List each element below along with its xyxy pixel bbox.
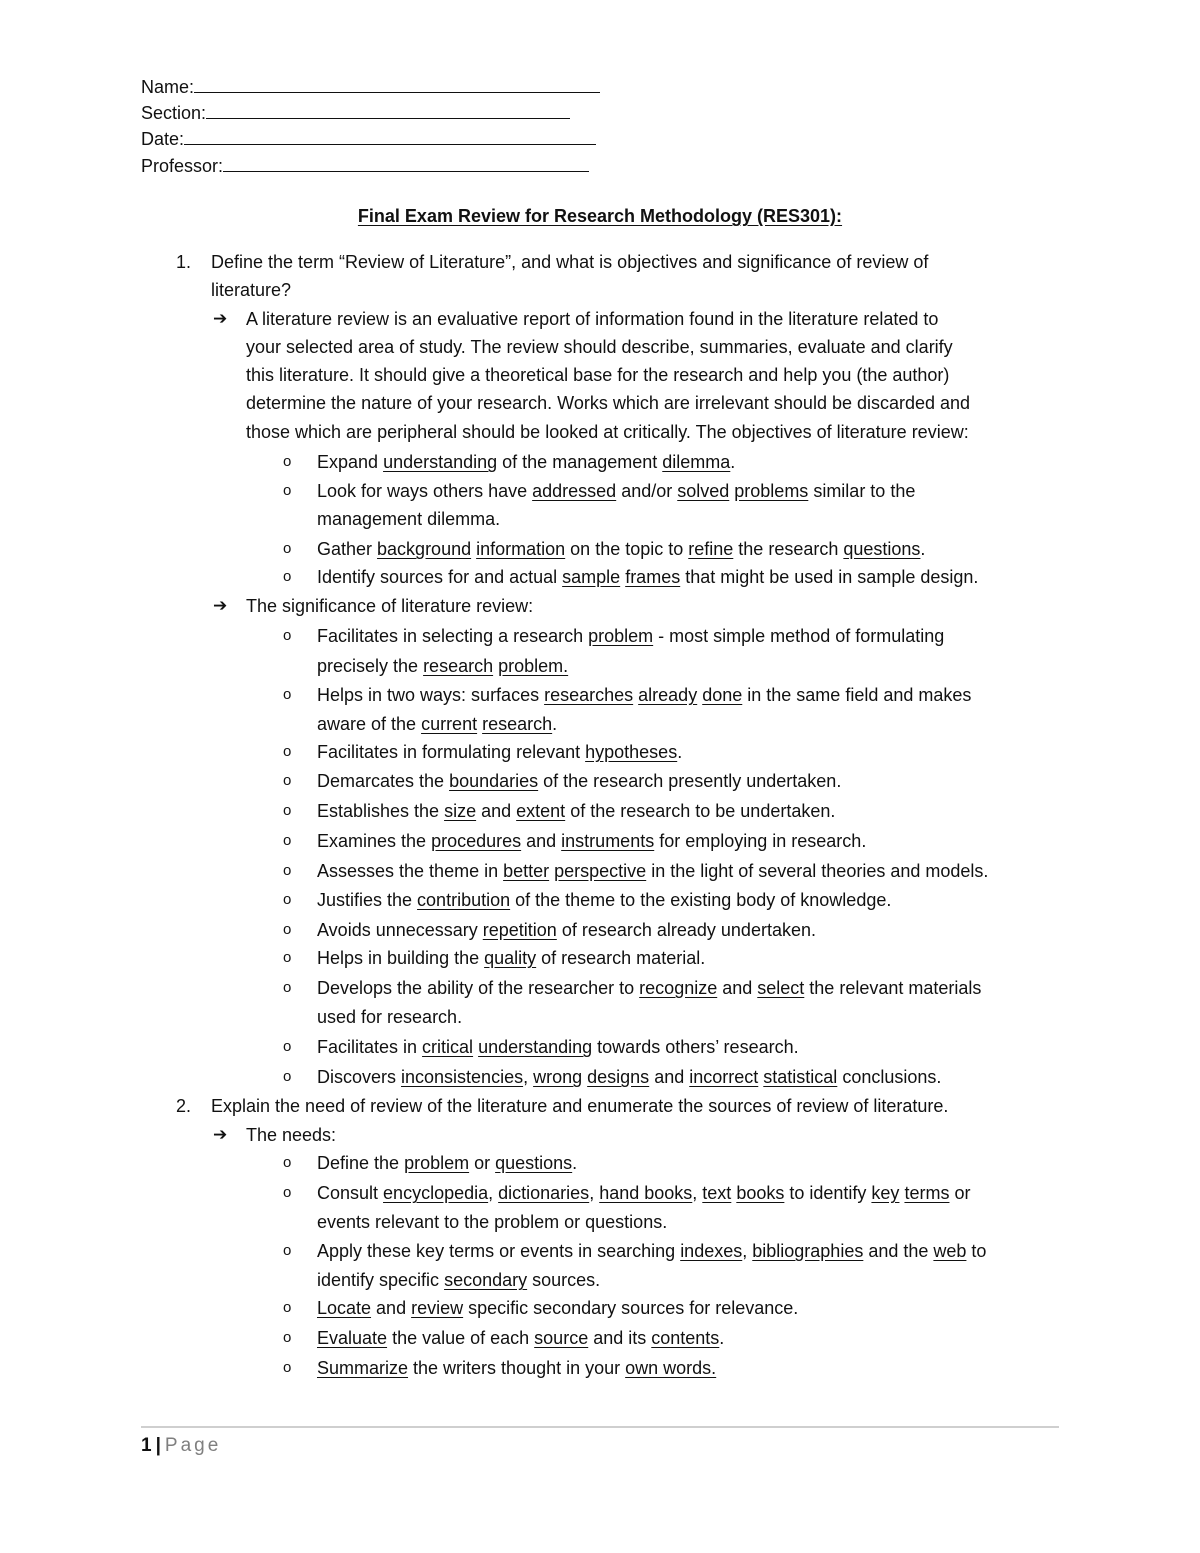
circle-bullet-icon: o: [283, 743, 292, 760]
text-line: [246, 594, 533, 618]
text-run: Establishes the: [317, 801, 445, 821]
underlined-term: problem: [404, 1153, 470, 1173]
circle-bullet-icon: o: [283, 949, 292, 966]
footer-separator: |: [155, 1435, 161, 1456]
underlined-term: source: [534, 1328, 589, 1348]
text-line: [317, 1151, 577, 1175]
text-run: and/or: [616, 481, 678, 501]
circle-bullet-icon: o: [283, 1184, 292, 1201]
underlined-term: instruments: [561, 831, 655, 851]
name-field: [141, 74, 600, 99]
underlined-term: text: [702, 1183, 732, 1203]
text-run: aware of the: [317, 714, 422, 734]
underlined-term: perspective: [554, 861, 647, 881]
text-run: Facilitates in selecting a research: [317, 626, 589, 646]
underlined-term: understanding: [383, 452, 498, 472]
text-line: [317, 712, 557, 736]
text-line: [317, 1181, 970, 1205]
circle-bullet-icon: o: [283, 1154, 292, 1171]
document-title: Final Exam Review for Research Methodology (RES301):: [357, 206, 843, 226]
text-line: [317, 946, 705, 970]
text-line: [317, 1005, 462, 1029]
text-run: ,: [488, 1183, 499, 1203]
underlined-term: designs: [587, 1067, 650, 1087]
text-run: conclusions.: [837, 1067, 942, 1087]
text-line: [317, 1035, 799, 1059]
date-blank: [184, 126, 596, 145]
text-run: those which are peripheral should be looked at critically. The objectives of literature review:: [246, 422, 969, 442]
text-line: [317, 1065, 941, 1089]
text-run: in the light of several theories and models.: [646, 861, 989, 881]
underlined-term: refine: [688, 539, 734, 559]
text-line: [317, 654, 568, 678]
text-run: Consult: [317, 1183, 384, 1203]
underlined-term: boundaries: [449, 771, 539, 791]
text-run: and: [521, 831, 562, 851]
text-line: [317, 565, 978, 589]
text-run: and: [717, 978, 758, 998]
text-line: [317, 479, 915, 503]
text-run: Gather: [317, 539, 378, 559]
underlined-term: solved: [677, 481, 730, 501]
professor-label: Professor:: [141, 156, 224, 176]
underlined-term: addressed: [532, 481, 617, 501]
text-run: Explain the need of review of the literature and enumerate the sources of review of literature.: [211, 1096, 949, 1116]
underlined-term: books: [736, 1183, 785, 1203]
underlined-term: terms: [904, 1183, 950, 1203]
underlined-term: quality: [484, 948, 537, 968]
underlined-term: select: [757, 978, 805, 998]
circle-bullet-icon: o: [283, 686, 292, 703]
text-line: [317, 769, 841, 793]
text-run: used for research.: [317, 1007, 463, 1027]
section-field: [141, 100, 570, 125]
circle-bullet-icon: o: [283, 1038, 292, 1055]
text-run: for employing in research.: [654, 831, 867, 851]
text-run: management dilemma.: [317, 509, 501, 529]
text-run: Develops the ability of the researcher to: [317, 978, 640, 998]
arrow-right-icon: ➔: [213, 1125, 228, 1144]
text-run: Apply these key terms or events in searching: [317, 1241, 681, 1261]
text-run: sources.: [527, 1270, 601, 1290]
circle-bullet-icon: o: [283, 1329, 292, 1346]
text-run: events relevant to the problem or questions.: [317, 1212, 668, 1232]
professor-field: [141, 153, 589, 178]
underlined-term: contents: [651, 1328, 720, 1348]
underlined-term: current: [421, 714, 478, 734]
underlined-term: own words.: [625, 1358, 717, 1378]
text-run: Helps in building the: [317, 948, 485, 968]
text-line: [317, 918, 816, 942]
date-label: Date:: [141, 129, 185, 149]
text-run: on the topic to: [565, 539, 689, 559]
text-line: [317, 859, 988, 883]
text-run: your selected area of study. The review should describe, summaries, evaluate and clarify: [246, 337, 953, 357]
text-run: of research already undertaken.: [556, 920, 816, 940]
circle-bullet-icon: o: [283, 862, 292, 879]
underlined-term: hypotheses: [585, 742, 678, 762]
text-run: precisely the: [317, 656, 424, 676]
text-run: ,: [523, 1067, 534, 1087]
underlined-term: secondary: [444, 1270, 528, 1290]
underlined-term: frames: [625, 567, 681, 587]
underlined-term: problem: [588, 626, 654, 646]
underlined-term: already: [638, 685, 698, 705]
text-line: [317, 1296, 798, 1320]
text-run: the value of each: [387, 1328, 535, 1348]
text-run: .: [572, 1153, 578, 1173]
underlined-term: size: [444, 801, 477, 821]
text-line: [317, 683, 971, 707]
text-line: [317, 1268, 600, 1292]
circle-bullet-icon: o: [283, 891, 292, 908]
text-run: Define the: [317, 1153, 405, 1173]
text-run: to: [966, 1241, 987, 1261]
page-label: Page: [164, 1435, 222, 1456]
text-run: Facilitates in formulating relevant: [317, 742, 586, 762]
text-run: and the: [863, 1241, 934, 1261]
underlined-term: web: [933, 1241, 967, 1261]
text-run: A literature review is an evaluative report of information found in the literature related to: [246, 309, 939, 329]
text-line: [246, 1123, 336, 1147]
underlined-term: problem.: [498, 656, 569, 676]
underlined-term: incorrect: [689, 1067, 759, 1087]
circle-bullet-icon: o: [283, 627, 292, 644]
underlined-term: done: [702, 685, 743, 705]
text-run: of research material.: [536, 948, 706, 968]
circle-bullet-icon: o: [283, 1242, 292, 1259]
text-run: .: [552, 714, 558, 734]
text-run: literature?: [211, 280, 292, 300]
text-run: Assesses the theme in: [317, 861, 504, 881]
text-run: The needs:: [246, 1125, 337, 1145]
question-number: 1.: [176, 252, 192, 272]
page-number: 1: [141, 1435, 152, 1456]
text-run: or: [949, 1183, 971, 1203]
text-line: [317, 507, 500, 531]
text-run: this literature. It should give a theoretical base for the research and help you (the author): [246, 365, 950, 385]
underlined-term: questions: [495, 1153, 573, 1173]
underlined-term: bibliographies: [752, 1241, 864, 1261]
text-line: [317, 888, 891, 912]
underlined-term: research: [423, 656, 494, 676]
text-line: [246, 335, 953, 359]
underlined-term: researches: [544, 685, 634, 705]
text-run: and its: [588, 1328, 652, 1348]
underlined-term: indexes: [680, 1241, 743, 1261]
section-blank: [206, 100, 570, 119]
text-run: identify specific: [317, 1270, 445, 1290]
text-run: and: [371, 1298, 412, 1318]
text-run: that might be used in sample design.: [680, 567, 979, 587]
text-run: Look for ways others have: [317, 481, 533, 501]
underlined-term: review: [411, 1298, 464, 1318]
circle-bullet-icon: o: [283, 453, 292, 470]
text-run: Discovers: [317, 1067, 402, 1087]
circle-bullet-icon: o: [283, 482, 292, 499]
text-line: [317, 829, 866, 853]
footer-divider: [141, 1426, 1059, 1428]
text-run: ,: [589, 1183, 600, 1203]
circle-bullet-icon: o: [283, 802, 292, 819]
text-run: .: [719, 1328, 725, 1348]
underlined-term: questions: [843, 539, 921, 559]
underlined-term: understanding: [478, 1037, 593, 1057]
underlined-term: inconsistencies: [401, 1067, 524, 1087]
underlined-term: repetition: [482, 920, 557, 940]
date-field: [141, 126, 596, 151]
underlined-term: sample: [562, 567, 621, 587]
arrow-right-icon: ➔: [213, 596, 228, 615]
text-run: The significance of literature review:: [246, 596, 534, 616]
text-run: and: [649, 1067, 690, 1087]
text-line: [317, 1210, 667, 1234]
text-line: [317, 1356, 716, 1380]
underlined-term: critical: [422, 1037, 474, 1057]
circle-bullet-icon: o: [283, 832, 292, 849]
section-label: Section:: [141, 103, 207, 123]
underlined-term: encyclopedia: [383, 1183, 489, 1203]
arrow-right-icon: ➔: [213, 309, 228, 328]
text-line: [317, 740, 682, 764]
text-line: [211, 250, 928, 274]
text-line: [317, 1326, 724, 1350]
circle-bullet-icon: o: [283, 540, 292, 557]
text-run: Identify sources for and actual: [317, 567, 563, 587]
circle-bullet-icon: o: [283, 1068, 292, 1085]
text-run: ,: [692, 1183, 703, 1203]
text-run: determine the nature of your research. Works which are irrelevant should be discarded and: [246, 393, 971, 413]
text-run: Examines the: [317, 831, 432, 851]
underlined-term: Summarize: [317, 1358, 409, 1378]
text-run: Helps in two ways: surfaces: [317, 685, 545, 705]
text-line: [246, 420, 969, 444]
underlined-term: Locate: [317, 1298, 372, 1318]
circle-bullet-icon: o: [283, 979, 292, 996]
circle-bullet-icon: o: [283, 1359, 292, 1376]
text-run: Justifies the: [317, 890, 418, 910]
text-run: of the theme to the existing body of knowledge.: [510, 890, 892, 910]
circle-bullet-icon: o: [283, 921, 292, 938]
page-footer: [141, 1434, 221, 1458]
text-run: Facilitates in: [317, 1037, 423, 1057]
text-run: .: [677, 742, 683, 762]
text-line: [317, 799, 835, 823]
underlined-term: better: [503, 861, 550, 881]
text-run: the writers thought in your: [408, 1358, 626, 1378]
text-run: or: [469, 1153, 496, 1173]
text-run: - most simple method of formulating: [653, 626, 945, 646]
text-run: specific secondary sources for relevance.: [463, 1298, 799, 1318]
underlined-term: dilemma: [662, 452, 731, 472]
text-run: to identify: [784, 1183, 872, 1203]
text-run: Define the term “Review of Literature”, and what is objectives and significance of review of: [211, 252, 929, 272]
text-line: [211, 1094, 948, 1118]
underlined-term: research: [482, 714, 553, 734]
text-run: towards others’ research.: [592, 1037, 799, 1057]
text-run: of the research presently undertaken.: [538, 771, 842, 791]
text-line: [317, 450, 735, 474]
circle-bullet-icon: o: [283, 1299, 292, 1316]
underlined-term: problems: [734, 481, 809, 501]
text-run: of the management: [497, 452, 663, 472]
text-line: [246, 391, 970, 415]
circle-bullet-icon: o: [283, 568, 292, 585]
underlined-term: extent: [516, 801, 566, 821]
underlined-term: Evaluate: [317, 1328, 388, 1348]
circle-bullet-icon: o: [283, 772, 292, 789]
question-number: 2.: [176, 1096, 192, 1116]
text-line: [317, 624, 944, 648]
underlined-term: statistical: [763, 1067, 838, 1087]
underlined-term: procedures: [431, 831, 522, 851]
text-line: [246, 363, 949, 387]
underlined-term: contribution: [417, 890, 511, 910]
name-label: Name:: [141, 77, 195, 97]
underlined-term: key: [871, 1183, 900, 1203]
professor-blank: [223, 153, 589, 172]
text-run: of the research to be undertaken.: [565, 801, 836, 821]
text-run: in the same field and makes: [742, 685, 972, 705]
text-line: [211, 278, 291, 302]
text-run: ,: [742, 1241, 753, 1261]
text-run: and: [476, 801, 517, 821]
underlined-term: wrong: [533, 1067, 583, 1087]
text-run: similar to the: [808, 481, 916, 501]
underlined-term: information: [476, 539, 566, 559]
text-run: .: [920, 539, 926, 559]
name-blank: [194, 74, 600, 93]
underlined-term: recognize: [639, 978, 718, 998]
text-run: the relevant materials: [804, 978, 982, 998]
text-run: Demarcates the: [317, 771, 450, 791]
text-line: [246, 307, 938, 331]
text-run: .: [730, 452, 736, 472]
text-line: [317, 976, 981, 1000]
text-line: [317, 1239, 986, 1263]
text-run: Avoids unnecessary: [317, 920, 483, 940]
underlined-term: hand books: [599, 1183, 693, 1203]
text-run: the research: [733, 539, 844, 559]
underlined-term: dictionaries: [498, 1183, 590, 1203]
text-line: [317, 537, 925, 561]
text-run: Expand: [317, 452, 384, 472]
underlined-term: background: [377, 539, 472, 559]
